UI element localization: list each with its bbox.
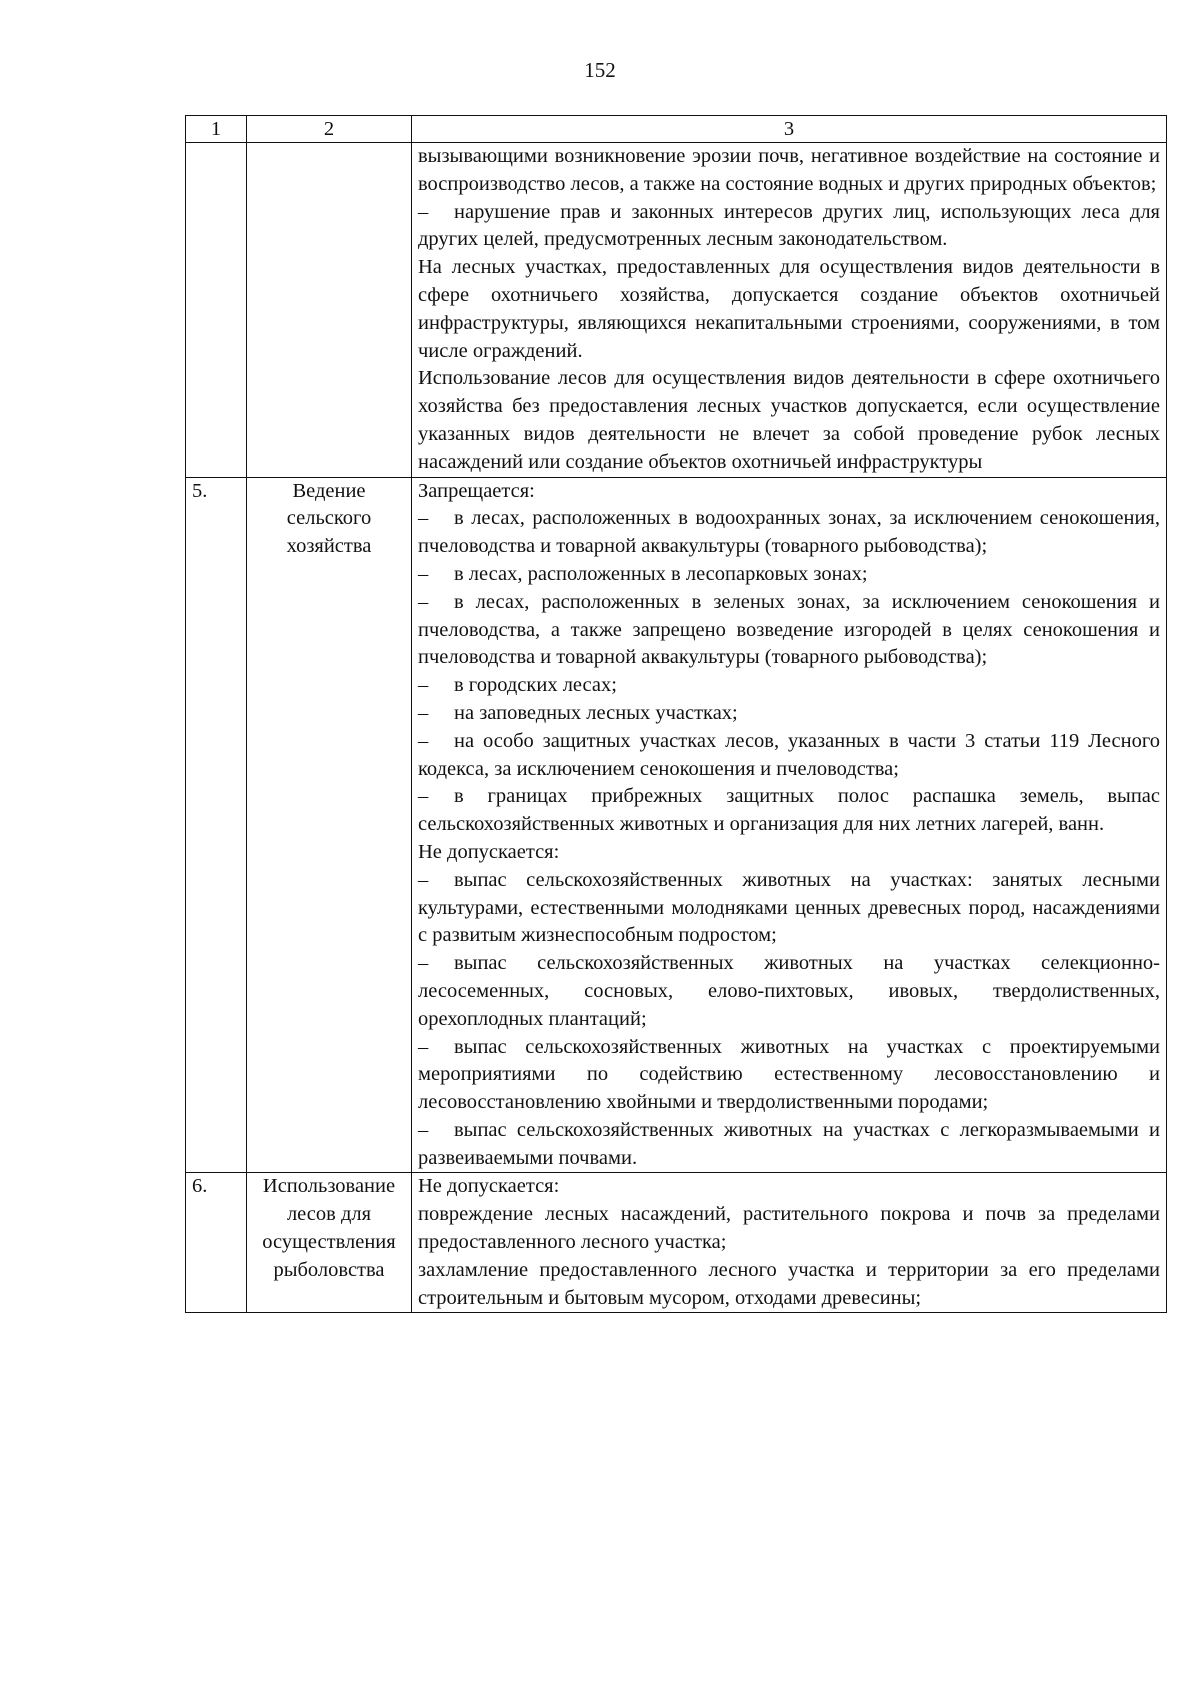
paragraph-text: На лесных участках, предоставленных для осуществления видов деятельности в сфере охотничьего хозяйства, допускается создание объектов охотничьей инфраструктуры, являющихся некапитальными строениями, сооружениями, в том числе ограждений. [418, 256, 1160, 362]
row-number-cell: 5. [186, 477, 247, 1173]
paragraph-text: на особо защитных участках лесов, указанных в части 3 статьи 119 Лесного кодекса, за исключением сенокошения и пчеловодства; [418, 729, 1160, 780]
requirements-cell [412, 143, 1167, 478]
dash-bullet: – [418, 701, 429, 724]
dash-bullet: – [418, 868, 429, 891]
paragraph-text: нарушение прав и законных интересов других лиц, использующих леса для других целей, предусмотренных лесным законодательством. [418, 200, 1160, 251]
regulations-table [185, 115, 1167, 1313]
paragraph-text: выпас сельскохозяйственных животных на участках с проектируемыми мероприятиями по содействию естественному лесовосстановлению и лесовосстановлению хвойными и твердолиственными породами; [418, 1035, 1160, 1114]
dash-bullet: – [418, 674, 429, 697]
paragraph-text: на заповедных лесных участках; [454, 701, 738, 724]
dash-list-item [418, 589, 1160, 672]
paragraph-text: в лесах, расположенных в лесопарковых зонах; [454, 562, 868, 585]
paragraph [418, 254, 1160, 365]
paragraph-text: Не допускается: [418, 1175, 560, 1198]
paragraph [418, 839, 1160, 867]
paragraph-text: в лесах, расположенных в водоохранных зонах, за исключением сенокошения, пчеловодства и товарной аквакультуры (товарного рыбоводства); [418, 507, 1160, 558]
dash-bullet: – [418, 1118, 429, 1141]
header-cell-1: 1 [186, 116, 247, 143]
paragraph-text: в границах прибрежных защитных полос распашка земель, выпас сельскохозяйственных животных и организация для них летних лагерей, ванн. [418, 785, 1160, 836]
activity-name-cell [247, 143, 412, 478]
paragraph [418, 365, 1160, 476]
paragraph-text: Запрещается: [418, 479, 535, 502]
paragraph [418, 478, 1160, 506]
requirements-cell [412, 477, 1167, 1173]
dash-bullet: – [418, 785, 429, 808]
paragraph-text: выпас сельскохозяйственных животных на участках: занятых лесными культурами, естественными молодняками ценных древесных пород, насаждениями с развитым жизнеспособным подростом; [418, 868, 1160, 947]
table-row [186, 477, 1167, 1173]
dash-list-item [418, 672, 1160, 700]
paragraph-text: повреждение лесных насаждений, растительного покрова и почв за пределами предоставленного лесного участка; [418, 1203, 1160, 1254]
paragraph [418, 1257, 1160, 1313]
row-number-cell [186, 143, 247, 478]
dash-list-item [418, 199, 1160, 255]
table-row [186, 143, 1167, 478]
dash-bullet: – [418, 952, 429, 975]
dash-list-item [418, 950, 1160, 1033]
dash-list-item [418, 505, 1160, 561]
dash-bullet: – [418, 1035, 429, 1058]
paragraph [418, 143, 1160, 199]
dash-list-item [418, 728, 1160, 784]
header-cell-3: 3 [412, 116, 1167, 143]
paragraph-text: вызывающими возникновение эрозии почв, негативное воздействие на состояние и воспроизводство лесов, а также на состояние водных и других природных объектов; [418, 145, 1160, 195]
paragraph-text: в лесах, расположенных в зеленых зонах, за исключением сенокошения и пчеловодства, а также запрещено возведение изгородей в целях сенокошения и пчеловодства и товарной аквакультуры (товарного рыбоводства); [418, 590, 1160, 669]
paragraph-text: в городских лесах; [454, 674, 617, 697]
activity-name-cell: Использование лесов для осуществления рыболовства [247, 1173, 412, 1313]
paragraph-text: выпас сельскохозяйственных животных на участках селекционно-лесосеменных, сосновых, елово-пихтовых, ивовых, твердолиственных, орехоплодных плантаций; [418, 952, 1160, 1030]
dash-list-item [418, 1034, 1160, 1117]
table-header-row [186, 116, 1167, 143]
activity-name-cell: Ведение сельского хозяйства [247, 477, 412, 1173]
dash-bullet: – [418, 562, 429, 585]
paragraph [418, 1201, 1160, 1257]
paragraph-text: Использование лесов для осуществления видов деятельности в сфере охотничьего хозяйства без предоставления лесных участков допускается, если осуществление указанных видов деятельности не влечет за собой проведение рубок лесных насаждений или создание объектов охотничьей инфраструктуры [418, 367, 1160, 473]
paragraph [418, 1173, 1160, 1201]
paragraph-text: Не допускается: [418, 840, 560, 863]
dash-list-item [418, 700, 1160, 728]
dash-list-item [418, 783, 1160, 839]
dash-list-item [418, 1117, 1160, 1173]
paragraph-text: захламление предоставленного лесного участка и территории за его пределами строительным и бытовым мусором, отходами древесины; [418, 1258, 1160, 1309]
table-body [186, 116, 1167, 1313]
dash-list-item [418, 561, 1160, 589]
table-row [186, 1173, 1167, 1313]
page-number: 152 [584, 58, 616, 82]
requirements-cell [412, 1173, 1167, 1313]
dash-bullet: – [418, 507, 429, 530]
dash-bullet: – [418, 590, 429, 613]
row-number-cell: 6. [186, 1173, 247, 1313]
header-cell-2: 2 [247, 116, 412, 143]
dash-bullet: – [418, 200, 429, 223]
dash-list-item [418, 867, 1160, 950]
dash-bullet: – [418, 729, 429, 752]
paragraph-text: выпас сельскохозяйственных животных на участках с легкоразмываемыми и развеиваемыми почвами. [418, 1118, 1160, 1169]
